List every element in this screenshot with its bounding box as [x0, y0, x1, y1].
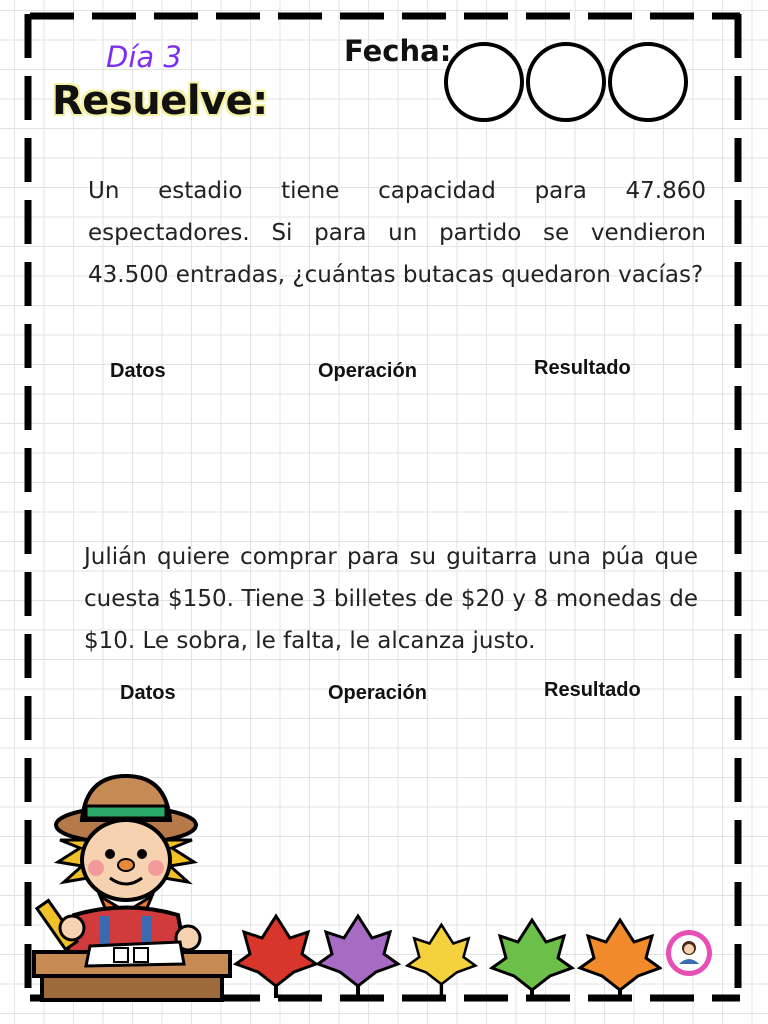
autumn-leaves-row — [232, 908, 662, 1000]
date-circle-day[interactable] — [444, 42, 524, 122]
scarecrow-illustration — [30, 770, 240, 1005]
problem-2-resultado-heading: Resultado — [544, 679, 641, 701]
problem-1-resultado-heading: Resultado — [534, 357, 631, 379]
red-leaf-icon — [236, 916, 316, 998]
purple-leaf-icon — [318, 916, 398, 998]
problem-2-operacion-heading: Operación — [328, 682, 427, 704]
problem-2-datos-heading: Datos — [120, 682, 176, 704]
problem-1-text: Un estadio tiene capacidad para 47.860 espectadores. Si para un partido se vendieron 43.500 entradas, ¿cuántas butacas quedaron vacías? — [88, 178, 706, 288]
author-logo-icon — [664, 928, 714, 978]
date-label: Fecha: — [344, 34, 452, 68]
problem-2-text: Julián quiere comprar para su guitarra una púa que cuesta $150. Tiene 3 billetes de $20 y 8 monedas de $10. Le sobra, le falta, le alcanza justo. — [84, 544, 698, 654]
page-title: Resuelve: — [52, 78, 268, 124]
date-circle-month[interactable] — [526, 42, 606, 122]
green-leaf-icon — [492, 920, 572, 1000]
date-circle-year[interactable] — [608, 42, 688, 122]
day-label: Día 3 — [106, 40, 182, 74]
orange-leaf-icon — [580, 920, 660, 1000]
yellow-leaf-icon — [407, 925, 475, 995]
problem-1-operacion-heading: Operación — [318, 360, 417, 382]
problem-1-datos-heading: Datos — [110, 360, 166, 382]
